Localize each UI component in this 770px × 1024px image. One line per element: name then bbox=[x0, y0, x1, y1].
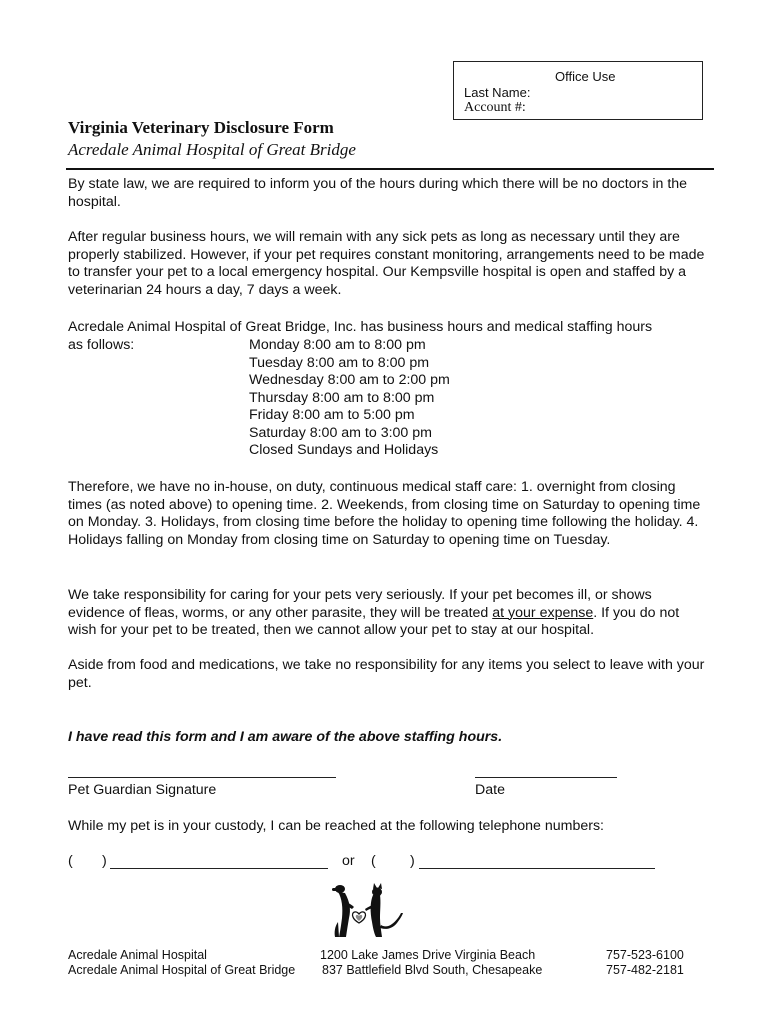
footer-phone-1: 757-523-6100 bbox=[606, 948, 684, 962]
footer-phone-2: 757-482-2181 bbox=[606, 963, 684, 977]
schedule-wednesday: Wednesday 8:00 am to 2:00 pm bbox=[249, 372, 450, 388]
schedule-saturday: Saturday 8:00 am to 3:00 pm bbox=[249, 424, 432, 441]
office-account-label: Account #: bbox=[464, 100, 526, 115]
at-your-expense-text: at your expense bbox=[492, 604, 594, 621]
office-last-name-label: Last Name: bbox=[464, 85, 531, 100]
schedule-closed: Closed Sundays and Holidays bbox=[249, 442, 439, 458]
phone2-open-paren: ( bbox=[371, 853, 376, 869]
phone1-close-paren: ) bbox=[102, 853, 107, 869]
dog-and-cat-heart-logo bbox=[330, 880, 404, 938]
footer-hospital-names bbox=[68, 948, 295, 978]
office-use-title: Office Use bbox=[555, 69, 616, 84]
footer-name-2: Acredale Animal Hospital of Great Bridge bbox=[68, 963, 296, 977]
footer-phones bbox=[606, 948, 684, 978]
schedule-tuesday: Tuesday 8:00 am to 8:00 pm bbox=[249, 354, 430, 371]
phone-or-text: or bbox=[342, 853, 355, 869]
phone2-field[interactable] bbox=[419, 868, 655, 869]
business-hours-as-follows: as follows: bbox=[68, 336, 135, 353]
paragraph-telephone: While my pet is in your custody, I can be reached at the following telephone numbers: bbox=[68, 818, 604, 834]
paragraph-no-staff-care: Therefore, we have no in-house, on duty, continuous medical staff care: 1. overnight from closing times (as noted above) to opening time. 2. Weekends, from closing time on Saturday to opening time on Monday. 3. Holidays, from closing time before the holiday to opening time following the holiday. 4. Holidays falling on Monday from closing time on Saturday to opening time on Tuesday. bbox=[68, 479, 701, 548]
signature-label: Pet Guardian Signature bbox=[68, 782, 217, 798]
footer-addresses bbox=[320, 948, 542, 978]
schedule-thursday: Thursday 8:00 am to 8:00 pm bbox=[249, 389, 435, 406]
footer-address-2: 837 Battlefield Blvd South, Chesapeake bbox=[322, 963, 543, 977]
paragraph-after-hours: After regular business hours, we will remain with any sick pets as long as necessary until they are properly stabilized. However, if your pet requires constant monitoring, arrangements need to be made to transfer your pet to a local emergency hospital. Our Kempsville hospital is open and staffed by a veterinarian 24 hours a day, 7 days a week. bbox=[68, 229, 705, 298]
phone1-field[interactable] bbox=[110, 868, 328, 869]
business-hours-intro: Acredale Animal Hospital of Great Bridge, Inc. has business hours and medical staffing hours bbox=[68, 319, 653, 335]
phone1-open-paren: ( bbox=[68, 853, 73, 869]
schedule-friday: Friday 8:00 am to 5:00 pm bbox=[249, 407, 415, 423]
footer-address-1: 1200 Lake James Drive Virginia Beach bbox=[320, 948, 536, 962]
signature-field[interactable] bbox=[68, 777, 336, 778]
header-rule bbox=[66, 168, 714, 170]
paragraph-items: Aside from food and medications, we take no responsibility for any items you select to leave with your pet. bbox=[68, 657, 705, 691]
responsibility-text-end: . If you do not wish for your pet to be treated, then we cannot allow your pet to stay at our hospital. bbox=[68, 604, 680, 638]
paragraph-responsibility bbox=[68, 587, 708, 640]
paragraph-state-law: By state law, we are required to inform you of the hours during which there will be no doctors in the hospital. bbox=[68, 176, 688, 210]
form-subtitle: Acredale Animal Hospital of Great Bridge bbox=[68, 140, 356, 159]
responsibility-text-start: We take responsibility for caring for your pets very seriously. If your pet becomes ill, or shows evidence of fleas, worms, or any other parasite, they will be treated bbox=[68, 587, 652, 621]
form-title: Virginia Veterinary Disclosure Form bbox=[68, 118, 334, 137]
schedule-monday: Monday 8:00 am to 8:00 pm bbox=[249, 337, 426, 353]
date-label: Date bbox=[475, 782, 505, 798]
footer-name-1: Acredale Animal Hospital bbox=[68, 948, 207, 962]
acknowledgement-statement: I have read this form and I am aware of the above staffing hours. bbox=[68, 729, 503, 745]
phone2-close-paren: ) bbox=[410, 853, 415, 869]
date-field[interactable] bbox=[475, 777, 617, 778]
hours-schedule bbox=[249, 337, 450, 460]
